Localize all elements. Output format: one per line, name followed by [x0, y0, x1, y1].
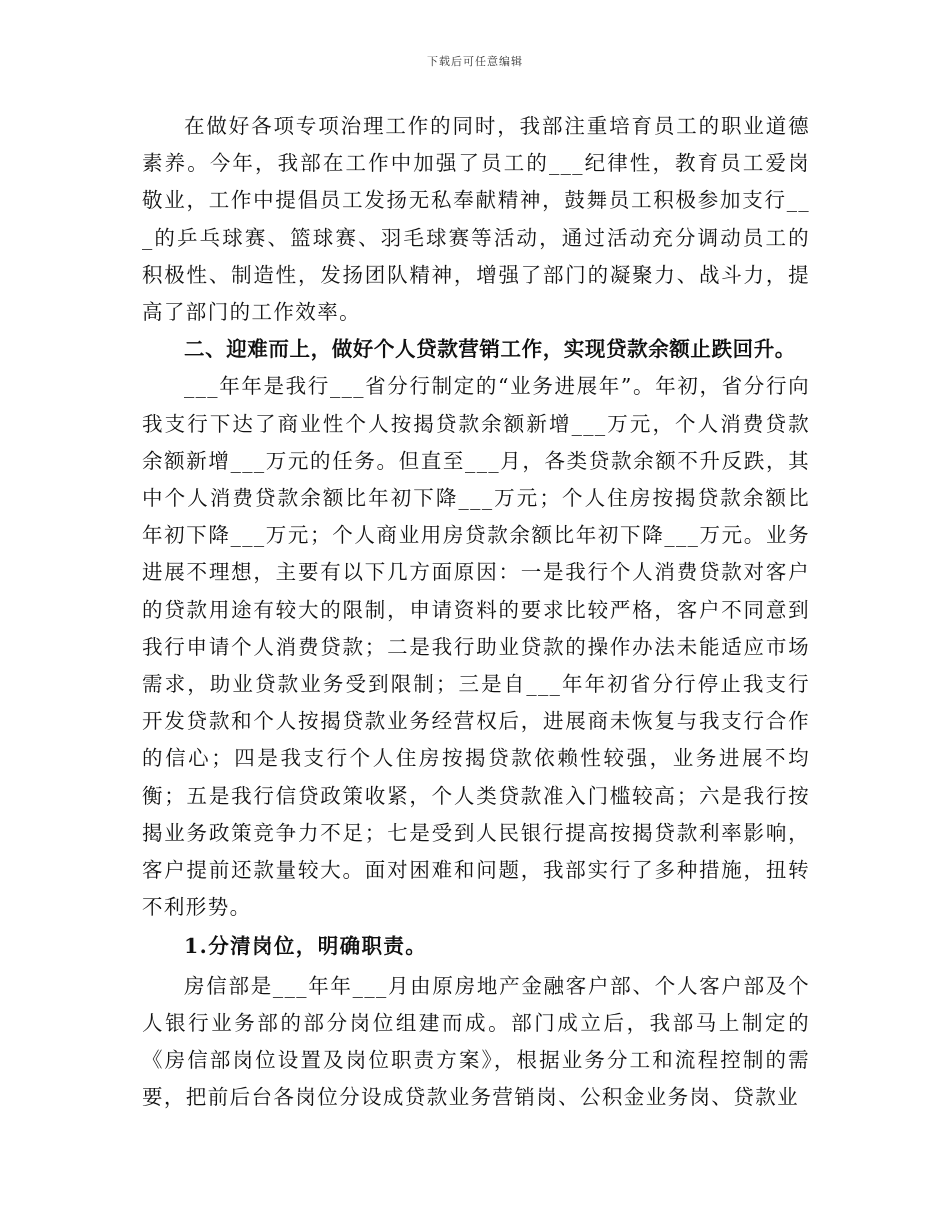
section-heading-loan-marketing: 二、迎难而上，做好个人贷款营销工作，实现贷款余额止跌回升。: [184, 337, 796, 362]
paragraph-loan-situation: ___年年是我行___省分行制定的“业务进展年”。年初，省分行向我支行下达了商业性个人按揭贷款余额新增___万元，个人消费贷款余额新增___万元的任务。但直至___月，各类贷款余额不升反跌，其中个人消费贷款余额比年初下降___万元；个人住房按揭贷款余额比年初下降___万元；个人商业用房贷款余额比年初下降___万元。业务进展不理想，主要有以下几方面原因：一是我行个人消费贷款对客户的贷款用途有较大的限制，申请资料的要求比较严格，客户不同意到我行申请个人消费贷款；二是我行助业贷款的操作办法未能适应市场需求，助业贷款业务受到限制；三是自___年年初省分行停止我支行开发贷款和个人按揭贷款业务经营权后，进展商未恢复与我支行合作的信心；四是我支行个人住房按揭贷款依赖性较强，业务进展不均衡；五是我行信贷政策收紧，个人类贷款准入门槛较高；六是我行按揭业务政策竞争力不足；七是受到人民银行提高按揭贷款利率影响，客户提前还款量较大。面对困难和问题，我部实行了多种措施，扭转不利形势。: [142, 374, 810, 920]
page-header: 下载后可任意编辑: [427, 55, 523, 68]
paragraph-staff-ethics: 在做好各项专项治理工作的同时，我部注重培育员工的职业道德素养。今年，我部在工作中加强了员工的___纪律性，教育员工爱岗敬业，工作中提倡员工发扬无私奉献精神，鼓舞员工积极参加支行___的乒乓球赛、篮球赛、羽毛球赛等活动，通过活动充分调动员工的积极性、制造性，发扬团队精神，增强了部门的凝聚力、战斗力，提高了部门的工作效率。: [142, 114, 810, 325]
paragraph-department-setup: 房信部是___年年___月由原房地产金融客户部、个人客户部及个人银行业务部的部分岗位组建而成。部门成立后，我部马上制定的《房信部岗位设置及岗位职责方案》，根据业务分工和流程控制的需要，把前后台各岗位分设成贷款业务营销岗、公积金业务岗、贷款业: [142, 973, 810, 1110]
document-body: [142, 108, 810, 1116]
subheading-positions: 1.分清岗位，明确职责。: [184, 934, 428, 959]
